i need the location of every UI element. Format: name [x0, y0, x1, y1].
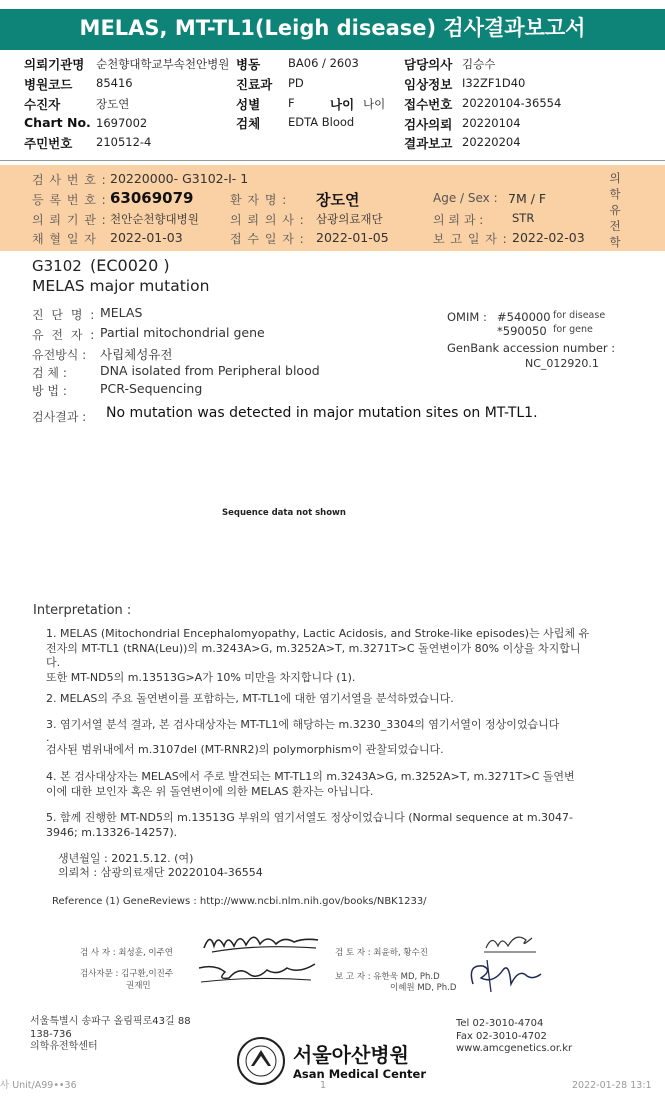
specimen-detail-value: DNA isolated from Peripheral blood [100, 363, 320, 378]
age-value: 나이 [363, 97, 386, 111]
footer-contact: Tel 02-3010-4704 Fax 02-3010-4702 www.amcgenetics.or.kr [456, 1018, 573, 1054]
request-date-label: 검사의뢰 [404, 117, 453, 132]
advisor-2: 권재민 [126, 981, 151, 991]
diagnosis-label: 진 단 명 : [32, 308, 97, 322]
exam-no-label: 검 사 번 호 : [32, 173, 107, 187]
doctor-value: 김승수 [462, 57, 496, 71]
result-text: No mutation was detected in major mutation sites on MT-TL1. [106, 405, 538, 421]
report-title: MELAS, MT-TL1(Leigh disease) 검사결과보고서 [0, 9, 665, 47]
chart-no-value: 1697002 [96, 116, 148, 130]
reference: Reference (1) GeneReviews : http://www.ncbi.nlm.nih.gov/books/NBK1233/ [52, 896, 427, 907]
patient-name-label: 환 자 명 : [230, 193, 288, 207]
test-name: MELAS major mutation [32, 277, 210, 295]
request-date-value: 20220104 [462, 116, 521, 130]
chart-no-label: Chart No. [24, 115, 91, 130]
interpretation-item-5: 5. 함께 진행한 MT-ND5의 m.13513G 부위의 염기서열도 정상이었습니다 (Normal sequence at m.3047- 3946; m.13326-14257). [46, 811, 574, 839]
patient-name-value: 장도연 [316, 191, 360, 209]
reporter-1: 보 고 자 : 유한욱 MD, Ph.D [335, 972, 440, 982]
report-date-label: 결과보고 [404, 136, 453, 151]
resident-no-value: 210512-4 [96, 135, 152, 149]
reporter-signature-image [463, 954, 545, 996]
omim-gene-id: *590050 [497, 324, 547, 338]
institution-band-label: 의 뢰 기 관 : [32, 213, 107, 227]
tester-signature-image [198, 924, 323, 960]
reviewer: 검 토 자 : 최윤하, 황수진 [335, 948, 428, 958]
specimen-value: EDTA Blood [288, 115, 355, 129]
unit-stamp: 사 Unit/A99••36 [0, 1080, 77, 1091]
resident-no-label: 주민번호 [24, 136, 73, 151]
gene-label: 유 전 자 : [32, 328, 97, 342]
genbank-label: GenBank accession number : [447, 341, 616, 355]
patient-label: 수진자 [24, 97, 61, 112]
ward-value: BA06 / 2603 [288, 56, 359, 70]
genbank-value: NC_012920.1 [525, 357, 599, 370]
receive-date-label: 접 수 일 자 : [230, 232, 305, 246]
advisor-1: 검사자문 : 김구환,이진주 [80, 969, 174, 979]
test-code: G3102 [32, 257, 82, 275]
title-underline [0, 47, 665, 50]
dept-band-label: 의 뢰 과 : [433, 213, 484, 227]
interpretation-heading: Interpretation : [33, 603, 132, 618]
advisor-signature-image [195, 958, 320, 988]
dept-band-value: STR [512, 211, 535, 225]
reg-no-value: 63069079 [110, 189, 194, 207]
side-department-label: 의학유전학 [609, 171, 621, 249]
asan-foundation-seal-icon [236, 1036, 286, 1086]
report-band-label: 보 고 일 자 : [433, 232, 508, 246]
report-band-value: 2022-02-03 [512, 230, 585, 245]
age-label: 나이 [330, 97, 355, 112]
method-value: PCR-Sequencing [100, 381, 203, 396]
interpretation-item-2: 2. MELAS의 주요 돌연변이를 포함하는, MT-TL1에 대한 염기서열을 분석하였습니다. [46, 692, 454, 705]
test-subcode: (EC0020 ) [90, 256, 170, 275]
requester: 의뢰처 : 삼광의료재단 20220104-36554 [58, 866, 263, 879]
clinical-info-value: I32ZF1D40 [462, 76, 526, 90]
receipt-no-value: 20220104-36554 [462, 96, 562, 110]
age-sex-label: Age / Sex : [433, 191, 498, 205]
hospital-code-value: 85416 [96, 76, 133, 90]
omim-gene-note: for gene [553, 324, 593, 335]
hospital-code-label: 병원코드 [24, 77, 73, 92]
footer-address: 서울특별시 송파구 올림픽로43길 88 138-736 의학유전학센터 [30, 1016, 191, 1052]
interpretation-item-1: 1. MELAS (Mitochondrial Encephalomyopathy, Lactic Acidosis, and Stroke-like episodes)는 사립체 유 전자의 MT-TL1 (tRNA(Leu))의 m.3243A>G, m.3252A>T, m.3271T>C 돌연변이가 80% 이상을 차지합니 다. 또한 MT-ND5의 m.13513G>A가 10% 미만을 차지합니다 (1). [46, 627, 590, 684]
hospital-name-en: Asan Medical Center [293, 1067, 427, 1081]
inheritance-value: 사립체성유전 [100, 347, 173, 362]
receipt-no-label: 접수번호 [404, 97, 453, 112]
result-label: 검사결과 : [32, 410, 87, 424]
department-value: PD [288, 76, 304, 90]
gene-value: Partial mitochondrial gene [100, 325, 265, 340]
omim-label: OMIM : [447, 310, 487, 324]
patient-value: 장도연 [96, 97, 130, 111]
collect-date-label: 채 혈 일 자 [32, 232, 97, 246]
ward-label: 병동 [236, 57, 261, 72]
age-sex-value: 7M / F [508, 191, 547, 206]
specimen-label: 검체 [236, 116, 261, 131]
institution-value: 순천향대학교부속천안병원 [96, 57, 230, 71]
institution-label: 의뢰기관명 [24, 57, 85, 72]
collect-date-value: 2022-01-03 [110, 230, 183, 245]
doctor-band-value: 삼광의료재단 [316, 212, 383, 226]
specimen-detail-label: 검 체 : [32, 366, 67, 380]
interpretation-item-3: 3. 염기서열 분석 결과, 본 검사대상자는 MT-TL1에 해당하는 m.3230_3304의 염기서열이 정상이었습니다 . 검사된 범위내에서 m.3107del (MT-RNR2)의 polymorphism이 관찰되었습니다. [46, 718, 560, 756]
sex-label: 성별 [236, 97, 261, 112]
omim-disease-note: for disease [553, 310, 606, 321]
print-timestamp: 2022-01-28 13:1 [572, 1080, 652, 1091]
omim-disease-id: #540000 [497, 310, 551, 324]
method-label: 방 법 : [32, 384, 67, 398]
doctor-band-label: 의 뢰 의 사 : [230, 213, 305, 227]
header-divider [0, 160, 665, 161]
sex-value: F [288, 96, 295, 110]
exam-no-value: 20220000- G3102-I- 1 [110, 171, 249, 186]
institution-band-value: 천안순천향대병원 [110, 212, 199, 226]
doctor-label: 담당의사 [404, 57, 453, 72]
tester: 검 사 자 : 최성훈, 이주연 [80, 948, 173, 958]
receive-date-value: 2022-01-05 [316, 230, 389, 245]
sequence-note: Sequence data not shown [222, 508, 346, 518]
reporter-2: 이혜원 MD, Ph.D [390, 983, 457, 993]
interpretation-item-4: 4. 본 검사대상자는 MELAS에서 주로 발견되는 MT-TL1의 m.3243A>G, m.3252A>T, m.3271T>C 돌연변 이에 대한 보인자 혹은 위 돌연변이에 의한 MELAS 환자는 아닙니다. [46, 770, 575, 798]
diagnosis-value: MELAS [100, 305, 143, 320]
report-date-value: 20220204 [462, 135, 521, 149]
department-label: 진료과 [236, 77, 273, 92]
page-number: 1 [320, 1080, 327, 1091]
birth-date: 생년월일 : 2021.5.12. (여) [58, 852, 194, 865]
clinical-info-label: 임상정보 [404, 77, 453, 92]
inheritance-label: 유전방식 : [32, 348, 87, 362]
reg-no-label: 등 록 번 호 : [32, 193, 107, 207]
hospital-name-ko: 서울아산병원 [293, 1043, 409, 1067]
